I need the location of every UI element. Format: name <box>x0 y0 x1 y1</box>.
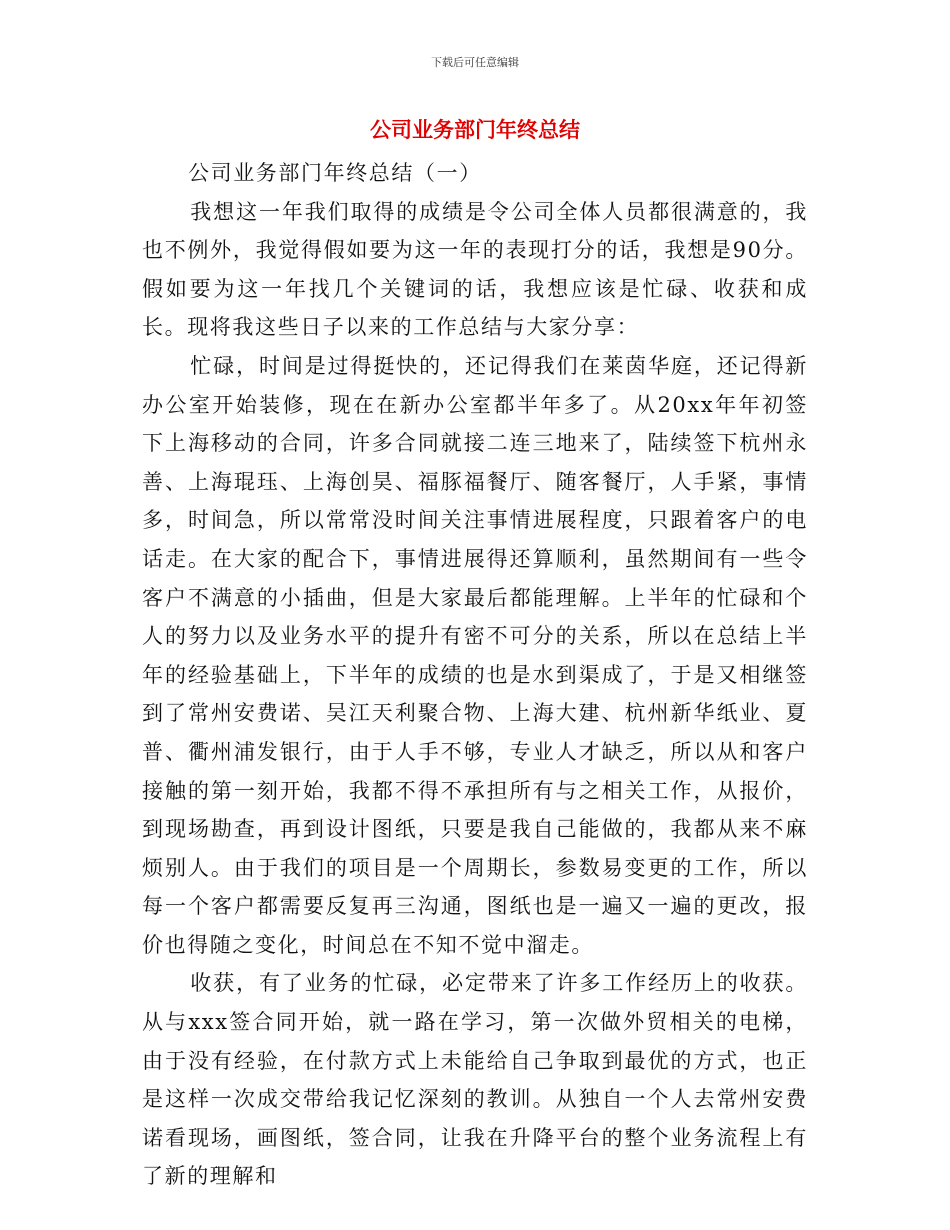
paragraph-2: 忙碌，时间是过得挺快的，还记得我们在莱茵华庭，还记得新办公室开始装修，现在在新办公室都半年多了。从20xx年年初签下上海移动的合同，许多合同就接二连三地来了，陆续签下杭州永善、上海琨珏、上海创昊、福豚福餐厅、随客餐厅，人手紧，事情多，时间急，所以常常没时间关注事情进展程度，只跟着客户的电话走。在大家的配合下，事情进展得还算顺利，虽然期间有一些令客户不满意的小插曲，但是大家最后都能理解。上半年的忙碌和个人的努力以及业务水平的提升有密不可分的关系，所以在总结上半年的经验基础上，下半年的成绩的也是水到渠成了，于是又相继签到了常州安费诺、吴江天利聚合物、上海大建、杭州新华纸业、夏普、衢州浦发银行，由于人手不够，专业人才缺乏，所以从和客户接触的第一刻开始，我都不得不承担所有与之相关工作，从报价，到现场勘查，再到设计图纸，只要是我自己能做的，我都从来不麻烦别人。由于我们的项目是一个周期长，参数易变更的工作，所以每一个客户都需要反复再三沟通，图纸也是一遍又一遍的更改，报价也得随之变化，时间总在不知不觉中溜走。 <box>142 353 808 957</box>
document-body <box>142 154 808 1196</box>
paragraph-3: 收获，有了业务的忙碌，必定带来了许多工作经历上的收获。从与xxx签合同开始，就一路在学习，第一次做外贸相关的电梯，由于没有经验，在付款方式上未能给自己争取到最优的方式，也正是这样一次成交带给我记忆深刻的教训。从独自一个人去常州安费诺看现场，画图纸，签合同，让我在升降平台的整个业务流程上有了新的理解和 <box>142 971 808 1189</box>
section-subheading: 公司业务部门年终总结（一） <box>188 161 482 185</box>
header-note: 下载后可任意编辑 <box>431 56 519 69</box>
document-title: 公司业务部门年终总结 <box>370 118 580 142</box>
paragraph-1: 我想这一年我们取得的成绩是令公司全体人员都很满意的，我也不例外，我觉得假如要为这一年的表现打分的话，我想是90分。假如要为这一年找几个关键词的话，我想应该是忙碌、收获和成长。现将我这些日子以来的工作总结与大家分享： <box>142 199 808 340</box>
